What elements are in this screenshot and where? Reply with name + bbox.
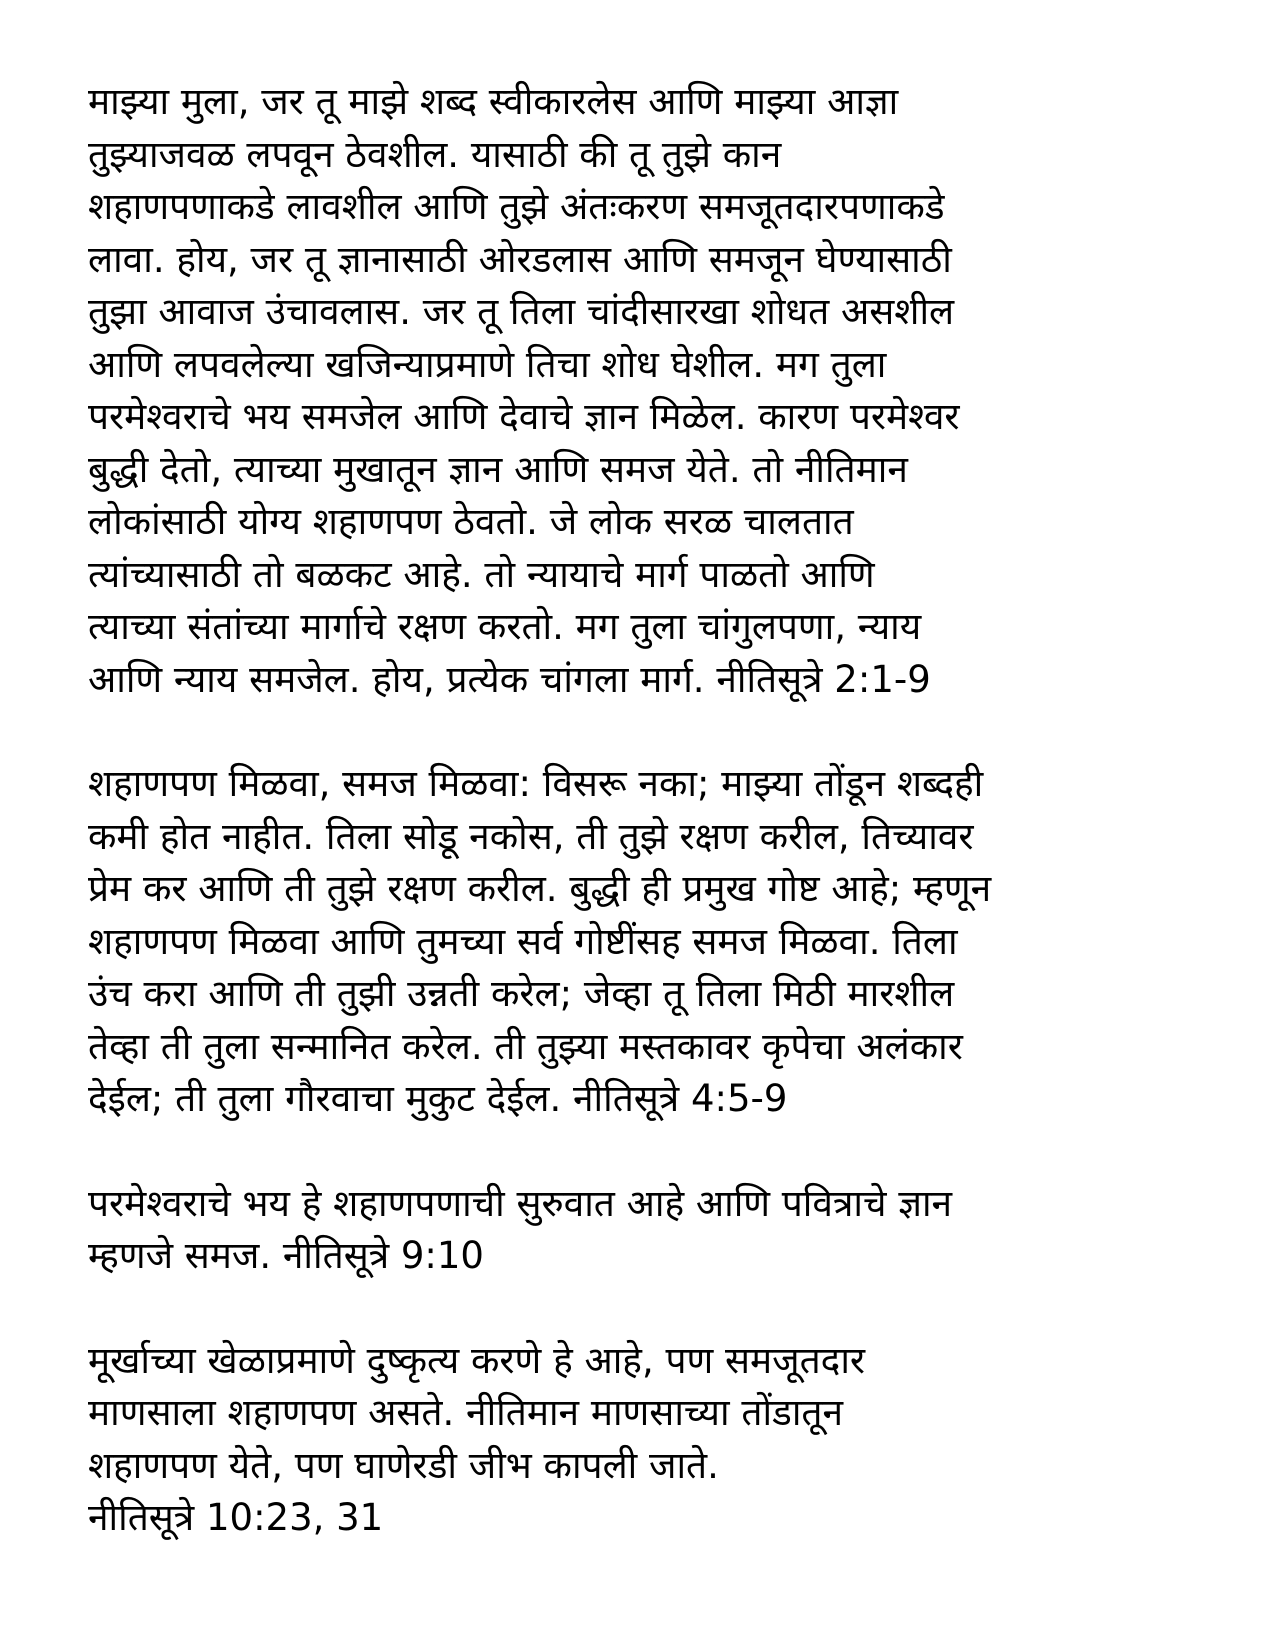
text-line: उंच करा आणि ती तुझी उन्नती करेल; जेव्हा तू तिला मिठी मारशील <box>88 972 955 1015</box>
paragraph-proverbs-10-23-31 <box>88 1335 1198 1545</box>
text-line: नीतिसूत्रे 10:23, 31 <box>88 1496 384 1539</box>
text-line: शहाणपण मिळवा आणि तुमच्या सर्व गोष्टींसह समज मिळवा. तिला <box>88 919 958 963</box>
text-line: लावा. होय, जर तू ज्ञानासाठी ओरडलास आणि समजून घेण्यासाठी <box>88 237 952 281</box>
paragraph-proverbs-4-5-9 <box>88 758 1198 1126</box>
text-line: परमेश्वराचे भय हे शहाणपणाची सुरुवात आहे आणि पवित्राचे ज्ञान <box>88 1181 953 1225</box>
paragraph-proverbs-9-10 <box>88 1178 1198 1283</box>
text-line: कमी होत नाहीत. तिला सोडू नकोस, ती तुझे रक्षण करील, तिच्यावर <box>88 814 974 858</box>
text-line: त्याच्या संतांच्या मार्गाचे रक्षण करतो. मग तुला चांगुलपणा, न्याय <box>88 605 922 648</box>
text-line: माणसाला शहाणपण असते. नीतिमान माणसाच्या तोंडातून <box>88 1391 844 1434</box>
text-line: शहाणपण मिळवा, समज मिळवा: विसरू नका; माझ्या तोंडून शब्दही <box>88 762 984 805</box>
text-line: तुझा आवाज उंचावलास. जर तू तिला चांदीसारखा शोधत असशील <box>88 290 955 333</box>
text-line: परमेश्वराचे भय समजेल आणि देवाचे ज्ञान मिळेल. कारण परमेश्वर <box>88 395 960 438</box>
text-line: लोकांसाठी योग्य शहाणपण ठेवतो. जे लोक सरळ चालतात <box>88 500 854 543</box>
text-line: म्हणजे समज. नीतिसूत्रे 9:10 <box>88 1234 484 1277</box>
paragraph-proverbs-2-1-9 <box>88 76 1198 706</box>
text-line: आणि लपवलेल्या खजिन्याप्रमाणे तिचा शोध घेशील. मग तुला <box>88 342 887 386</box>
document-page <box>88 76 1198 1545</box>
text-line: तेव्हा ती तुला सन्मानित करेल. ती तुझ्या मस्तकावर कृपेचा अलंकार <box>88 1024 963 1068</box>
text-line: माझ्या मुला, जर तू माझे शब्द स्वीकारलेस आणि माझ्या आज्ञा <box>88 80 899 123</box>
text-line: शहाणपण येते, पण घाणेरडी जीभ कापली जाते. <box>88 1443 719 1487</box>
text-line: तुझ्याजवळ लपवून ठेवशील. यासाठी की तू तुझे कान <box>88 132 782 176</box>
text-line: त्यांच्यासाठी तो बळकट आहे. तो न्यायाचे मार्ग पाळतो आणि <box>88 552 875 596</box>
text-line: शहाणपणाकडे लावशील आणि तुझे अंतःकरण समजूतदारपणाकडे <box>88 185 945 228</box>
text-line: आणि न्याय समजेल. होय, प्रत्येक चांगला मार्ग. नीतिसूत्रे 2:1-9 <box>88 657 931 701</box>
text-line: प्रेम कर आणि ती तुझे रक्षण करील. बुद्धी ही प्रमुख गोष्ट आहे; म्हणून <box>88 867 992 910</box>
text-line: बुद्धी देतो, त्याच्या मुखातून ज्ञान आणि समज येते. तो नीतिमान <box>88 447 908 491</box>
text-line: मूर्खाच्या खेळाप्रमाणे दुष्कृत्य करणे हे आहे, पण समजूतदार <box>88 1338 866 1382</box>
text-line: देईल; ती तुला गौरवाचा मुकुट देईल. नीतिसूत्रे 4:5-9 <box>88 1077 788 1120</box>
